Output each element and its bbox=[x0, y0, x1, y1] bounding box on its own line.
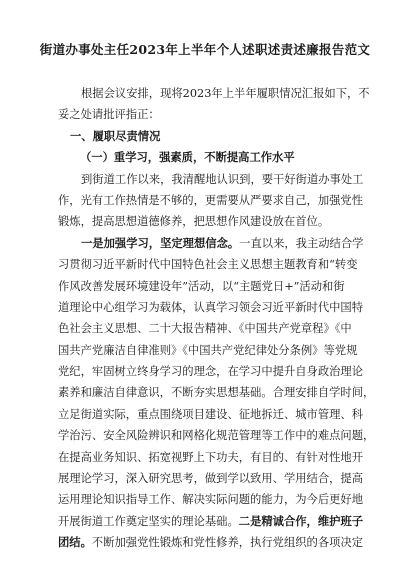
paragraph-line: 色社会主义思想、二十大报告精神、《中国共产党章程》《中 bbox=[58, 322, 352, 336]
paragraph-line: 学治污、安全风险辨识和网格化规范管理等工作中的难点问题， bbox=[58, 429, 375, 443]
intro-line: 妥之处请批评指正： bbox=[58, 108, 160, 122]
subsection-heading: （一）重学习，强素质，不断提高工作水平 bbox=[80, 150, 295, 165]
paragraph-line: 素养和廉洁自律意识，不断夯实思想基础。合理安排自学时间， bbox=[58, 386, 375, 400]
paragraph-line bbox=[58, 233, 364, 254]
paragraph-lead: 团结。 bbox=[58, 535, 92, 550]
paragraph-line: 在提高业务知识、拓宽视野上下功夫，有目的、有针对性地开 bbox=[58, 450, 364, 464]
document-title: 街道办事处主任2023年上半年个人述职述责述廉报告范文 bbox=[39, 42, 371, 57]
paragraph-line bbox=[58, 532, 364, 553]
paragraph-text: 开展街道工作奠定坚实的理论基础。 bbox=[58, 514, 239, 528]
paragraph-lead: 二是精诚合作，维护班子 bbox=[238, 513, 364, 528]
paragraph-line: 展理论学习，深入研究思考，做到学以致用、学用结合，提高 bbox=[58, 472, 364, 486]
paragraph-line: 立足街道实际，重点围绕项目建设、征地拆迁、城市管理、科 bbox=[58, 407, 364, 421]
document-body bbox=[58, 83, 375, 554]
paragraph-text: 一直以来，我主动结合学 bbox=[239, 236, 364, 250]
paragraph-line: 运用理论知识指导工作、解决实际问题的能力，为今后更好地 bbox=[58, 493, 364, 507]
paragraph-line: 到街道工作以来，我清醒地认识到，要干好街道办事处工 bbox=[81, 172, 364, 186]
intro-line: 根据会议安排，现将2023年上半年履职情况汇报如下，不 bbox=[81, 87, 370, 100]
paragraph-line: 国共产党廉洁自律准则》《中国共产党纪律处分条例》等党规 bbox=[58, 343, 358, 357]
paragraph-line: 道理论中心组学习为载体，认真学习领会习近平新时代中国特 bbox=[58, 300, 364, 314]
section-heading: 一、履职尽责情况 bbox=[70, 128, 161, 143]
paragraph-line: 习贯彻习近平新时代中国特色社会主义思想主题教育和“转变 bbox=[58, 258, 358, 272]
paragraph-line: 作，光有工作热情是不够的，更需要从严要求自己，加强党性 bbox=[58, 193, 364, 207]
paragraph-text: 不断加强党性锻炼和党性修养，执行党组织的各项决定 bbox=[91, 536, 364, 550]
paragraph-line: 锻炼，提高思想道德修养，把思想作风建设放在首位。 bbox=[58, 215, 330, 229]
paragraph-line: 党纪，牢固树立终身学习的理念，在学习中提升自身政治理论 bbox=[58, 365, 364, 379]
paragraph-line: 作风改善发展环境建设年”活动，以“主题党日+”活动和街 bbox=[58, 279, 345, 293]
paragraph-lead: 一是加强学习，坚定理想信念。 bbox=[81, 235, 240, 250]
paragraph-line bbox=[58, 511, 364, 532]
